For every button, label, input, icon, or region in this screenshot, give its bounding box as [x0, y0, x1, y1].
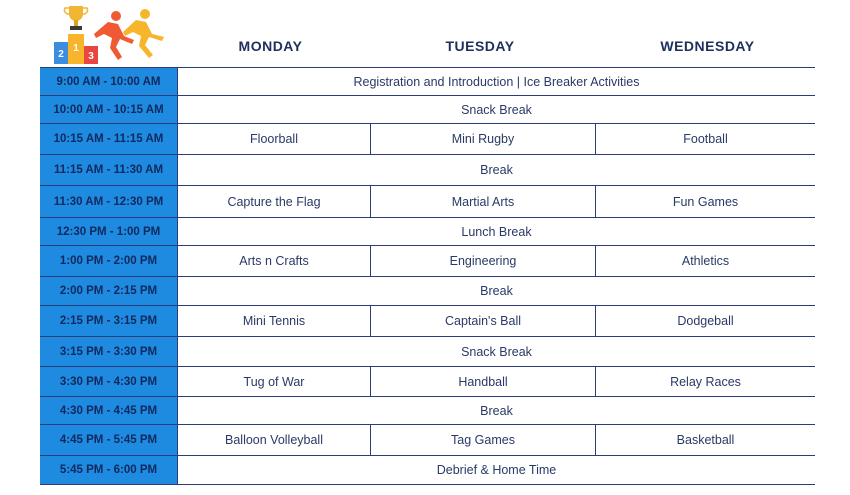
time-slot: 4:45 PM - 5:45 PM	[40, 425, 178, 455]
activity-monday: Arts n Crafts	[178, 246, 371, 276]
activity-wednesday: Basketball	[676, 433, 735, 447]
schedule-row	[40, 367, 815, 397]
activity-monday: Balloon Volleyball	[178, 425, 371, 455]
schedule-row	[40, 277, 815, 306]
time-slot: 12:30 PM - 1:00 PM	[40, 218, 178, 245]
podium-label-3: 3	[88, 51, 94, 62]
header-wednesday: WEDNESDAY	[660, 38, 755, 54]
activity-wednesday: Athletics	[681, 254, 730, 268]
time-slot: 4:30 PM - 4:45 PM	[40, 397, 178, 424]
activity-tuesday: Captain's Ball	[371, 306, 596, 336]
time-slot: 11:30 AM - 12:30 PM	[40, 186, 178, 217]
header-tuesday: TUESDAY	[445, 38, 515, 54]
podium-label-1: 1	[73, 43, 79, 54]
trophy-icon	[64, 6, 87, 30]
activity-all-days: Snack Break	[461, 344, 532, 359]
activity-tuesday: Engineering	[371, 246, 596, 276]
schedule-row	[40, 155, 815, 186]
runner-icon	[123, 9, 164, 58]
schedule-row	[40, 337, 815, 367]
activity-wednesday: Dodgeball	[677, 314, 734, 328]
schedule-row	[40, 67, 815, 96]
runner-icon	[94, 11, 134, 60]
time-slot: 10:15 AM - 11:15 AM	[40, 124, 178, 154]
activity-wednesday: Relay Races	[670, 374, 741, 389]
podium-label-2: 2	[58, 49, 64, 60]
time-slot: 1:00 PM - 2:00 PM	[40, 246, 178, 276]
activity-tuesday: Tag Games	[371, 425, 596, 455]
activity-tuesday: Martial Arts	[371, 186, 596, 217]
time-slot: 2:00 PM - 2:15 PM	[40, 277, 178, 305]
sports-logo-icon	[50, 4, 175, 66]
schedule-row	[40, 124, 815, 155]
activity-all-days: Break	[480, 403, 513, 418]
activity-all-days: Break	[480, 163, 513, 177]
time-slot: 10:00 AM - 10:15 AM	[40, 96, 178, 123]
activity-all-days: Lunch Break	[461, 224, 532, 239]
time-slot: 9:00 AM - 10:00 AM	[40, 68, 178, 95]
activity-monday: Floorball	[178, 124, 371, 154]
activity-tuesday: Handball	[371, 367, 596, 396]
time-slot: 2:15 PM - 3:15 PM	[40, 306, 178, 336]
activity-all-days: Registration and Introduction | Ice Breaker Activities	[353, 74, 640, 89]
activity-monday: Tug of War	[178, 367, 371, 396]
schedule-row	[40, 397, 815, 425]
time-slot: 11:15 AM - 11:30 AM	[40, 155, 178, 185]
time-slot: 3:30 PM - 4:30 PM	[40, 367, 178, 396]
time-slot: 5:45 PM - 6:00 PM	[40, 456, 178, 484]
podium-icon	[54, 34, 98, 64]
activity-wednesday: Fun Games	[672, 194, 739, 209]
schedule-row	[40, 306, 815, 337]
activity-monday: Capture the Flag	[178, 186, 371, 217]
schedule-row	[40, 96, 815, 124]
schedule-row	[40, 246, 815, 277]
schedule-row	[40, 218, 815, 246]
activity-wednesday: Football	[683, 132, 728, 146]
activity-all-days: Snack Break	[461, 102, 532, 117]
schedule-table	[40, 67, 815, 485]
schedule-row	[40, 425, 815, 456]
activity-all-days: Break	[480, 284, 513, 298]
activity-all-days: Debrief & Home Time	[436, 463, 557, 477]
activity-monday: Mini Tennis	[178, 306, 371, 336]
activity-tuesday: Mini Rugby	[371, 124, 596, 154]
header-monday: MONDAY	[238, 38, 303, 54]
time-slot: 3:15 PM - 3:30 PM	[40, 337, 178, 366]
schedule-row	[40, 186, 815, 218]
schedule-row	[40, 456, 815, 485]
